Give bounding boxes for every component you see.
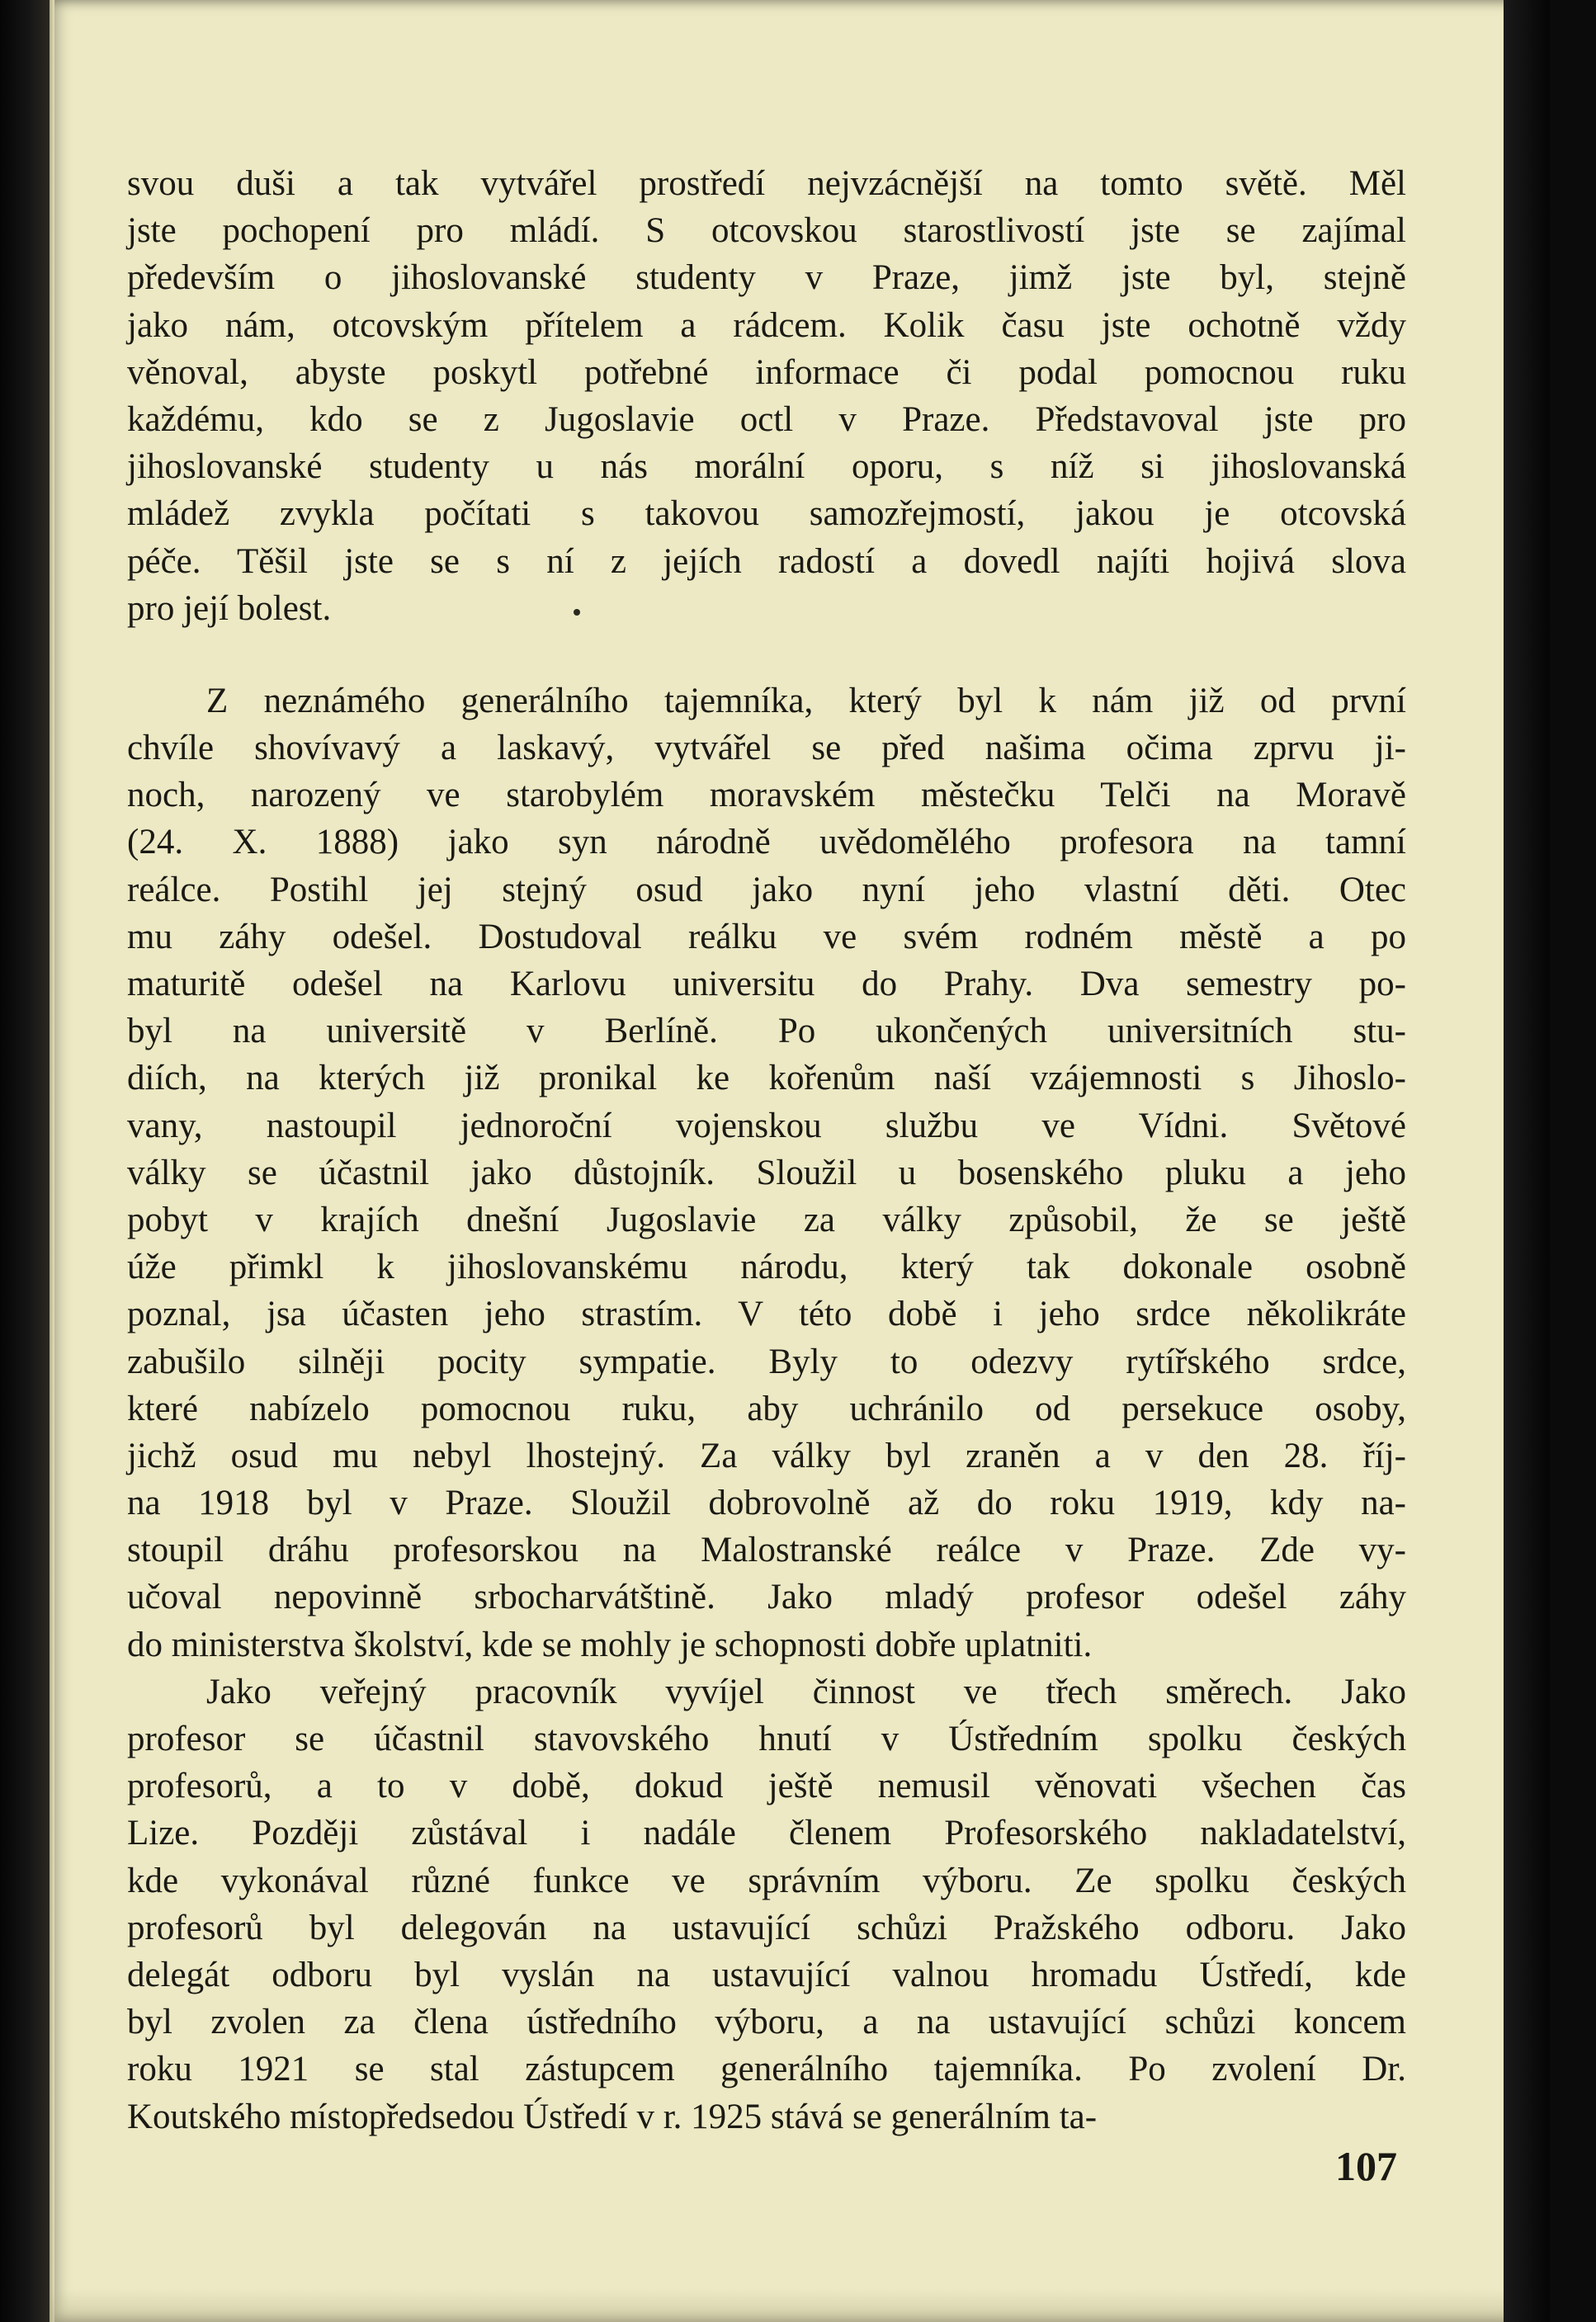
text-line: jichž osud mu nebyl lhostejný. Za války byl zraněn a v den 28. říj- [127,1436,1406,1475]
text-line: reálce. Postihl jej stejný osud jako nyní jeho vlastní děti. Otec [127,870,1406,909]
paragraph [127,160,1406,632]
text-line: na 1918 byl v Praze. Sloužil dobrovolně až do roku 1919, kdy na- [127,1484,1406,1523]
text-line: Koutského místopředsedou Ústředí v r. 1925 stává se generálním ta- [127,2097,1098,2136]
text-line: noch, narozený ve starobylém moravském městečku Telči na Moravě [127,776,1406,815]
text-line: mládež zvykla počítati s takovou samozřejmostí, jakou je otcovská [127,494,1406,534]
text-line: Jako veřejný pracovník vyvíjel činnost ve třech směrech. Jako [206,1672,1406,1711]
text-line: každému, kdo se z Jugoslavie octl v Praze. Představoval jste pro [127,399,1406,439]
book-spine-shadow [0,0,50,2322]
text-line: do ministerstva školství, kde se mohly je schopnosti dobře uplatniti. [127,1625,1093,1664]
text-line: úže přimkl k jihoslovanskému národu, který tak dokonale osobně [127,1248,1406,1287]
page-bottom-shadow [50,2289,1550,2322]
text-line: roku 1921 se stal zástupcem generálního tajemníka. Po zvolení Dr. [127,2050,1406,2089]
text-line: které nabízelo pomocnou ruku, aby uchránilo od persekuce osoby, [127,1389,1406,1428]
paragraph-gap [127,632,1406,677]
text-line: profesorů byl delegován na ustavující schůzi Pražského odboru. Jako [127,1908,1406,1947]
text-line: mu záhy odešel. Dostudoval reálku ve svém rodném městě a po [127,917,1406,956]
text-line: věnoval, abyste poskytl potřebné informace či podal pomocnou ruku [127,352,1406,392]
text-line: delegát odboru byl vyslán na ustavující valnou hromadu Ústředí, kde [127,1955,1406,1994]
text-line: Z neznámého generálního tajemníka, který byl k nám již od první [206,681,1406,720]
text-line: stoupil dráhu profesorskou na Malostranské reálce v Praze. Zde vy- [127,1531,1406,1570]
paragraph [127,677,1406,1668]
page-fold [50,0,54,2322]
text-line: byl zvolen za člena ústředního výboru, a na ustavující schůzi koncem [127,2003,1406,2042]
body-text [127,160,1406,2140]
paragraph [127,1668,1406,2140]
text-line: pobyt v krajích dnešní Jugoslavie za války způsobil, že se ještě [127,1200,1406,1239]
section-separator-dot [574,609,580,616]
text-line: péče. Těšil jste se s ní z jejích radostí a dovedl najíti hojivá slova [127,541,1406,581]
text-line: profesorů, a to v době, dokud ještě nemusil věnovati všechen čas [127,1767,1406,1806]
text-line: poznal, jsa účasten jeho strastím. V této době i jeho srdce několikráte [127,1295,1406,1334]
text-line: zabušilo silněji pocity sympatie. Byly to odezvy rytířského srdce, [127,1342,1406,1381]
text-line: jste pochopení pro mládí. S otcovskou starostlivostí jste se zajímal [127,211,1406,251]
text-line: Lize. Později zůstával i nadále členem Profesorského nakladatelství, [127,1814,1406,1853]
text-line: jako nám, otcovským přítelem a rádcem. Kolik času jste ochotně vždy [127,305,1406,345]
text-line: diích, na kterých již pronikal ke kořenům naší vzájemnosti s Jihoslo- [127,1059,1406,1098]
text-line: učoval nepovinně srbocharvátštině. Jako mladý profesor odešel záhy [127,1578,1406,1617]
text-line: svou duši a tak vytvářel prostředí nejvzácnější na tomto světě. Měl [127,164,1406,203]
text-line: maturitě odešel na Karlovu universitu do Prahy. Dva semestry po- [127,965,1406,1003]
text-line: vany, nastoupil jednoroční vojenskou službu ve Vídni. Světové [127,1106,1406,1145]
text-line: byl na universitě v Berlíně. Po ukončených universitních stu- [127,1012,1406,1051]
text-line: především o jihoslovanské studenty v Praze, jimž jste byl, stejně [127,258,1406,298]
text-line: (24. X. 1888) jako syn národně uvědomělého profesora na tamní [127,823,1406,862]
text-line: pro její bolest. [127,588,332,628]
text-line: války se účastnil jako důstojník. Sloužil u bosenského pluku a jeho [127,1153,1406,1192]
text-line: chvíle shovívavý a laskavý, vytvářel se před našima očima zprvu ji- [127,729,1406,768]
text-line: profesor se účastnil stavovského hnutí v Ústředním spolku českých [127,1720,1406,1758]
page-right-edge [1504,0,1550,2322]
text-line: jihoslovanské studenty u nás morální oporu, s níž si jihoslovanská [127,447,1406,487]
page-number: 107 [1335,2143,1397,2189]
text-line: kde vykonával různé funkce ve správním výboru. Ze spolku českých [127,1861,1406,1900]
